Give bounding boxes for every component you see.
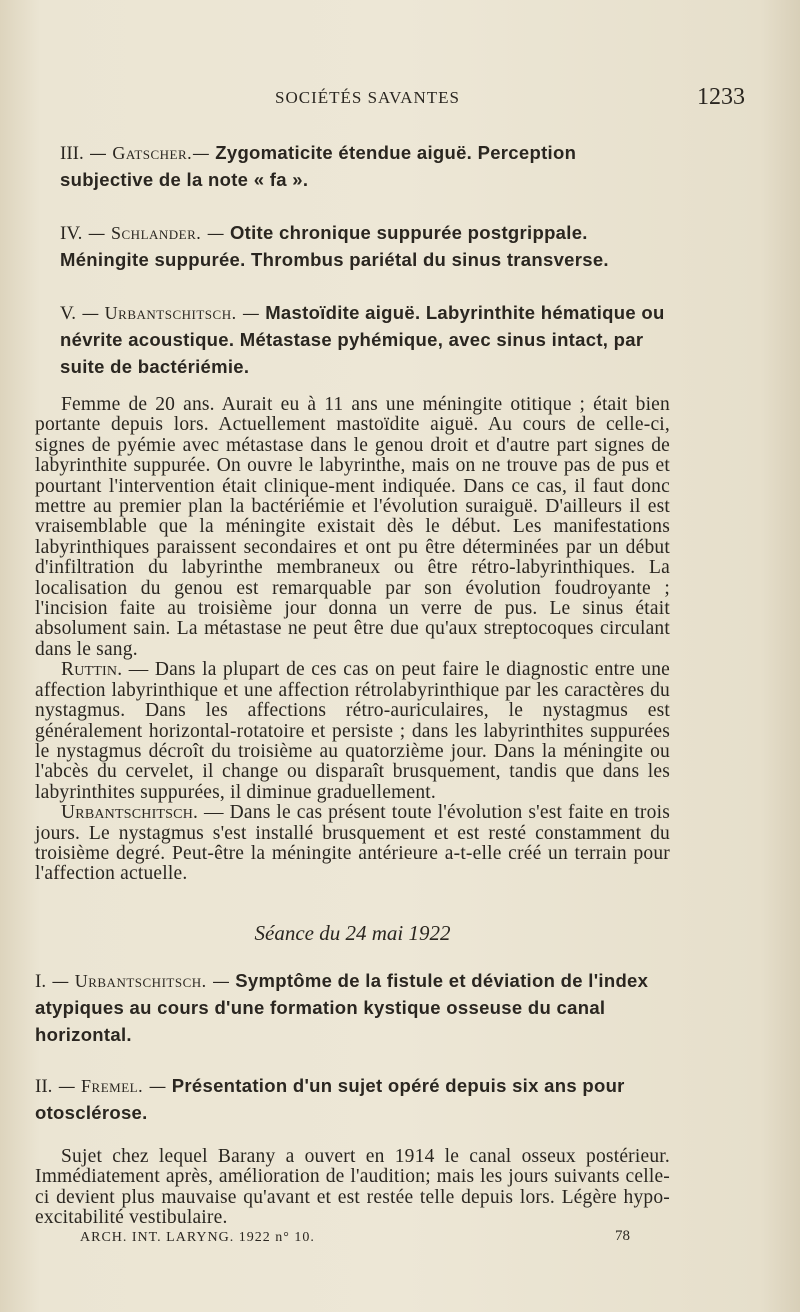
item-number: II. [35, 1075, 53, 1097]
item-title: Mastoïdite aiguë. Labyrinthite hématique ou névrite acoustique. Métastase pyhémique, avec sinus intact, par suite de bactériémie. [60, 302, 665, 377]
discussion-text: — Dans le cas présent toute l'évolution s'est faite en trois jours. Le nystagmus s'est installé brusquement et est resté constamment du troisième degré. Peut-être la méningite antérieure a-t-elle créé un terrain pour l'affection actuelle. [35, 802, 670, 885]
dash: — [236, 304, 266, 324]
item-title: Symptôme de la fistule et déviation de l'index atypiques au cours d'une formation kystique osseuse du canal horizontal. [35, 969, 649, 1045]
item-title: Otite chronique suppurée postgrippale. Méningite suppurée. Thrombus pariétal du sinus transverse. [60, 222, 609, 270]
item-4 [60, 220, 670, 274]
item-session-1 [35, 968, 670, 1049]
signature-number: 78 [615, 1228, 630, 1244]
item-author: Gatscher. [112, 143, 193, 163]
discussant-name: Ruttin. [61, 659, 123, 681]
running-title: SOCIÉTÉS SAVANTES [275, 88, 460, 107]
item-author: Urbantschitsch. [104, 303, 237, 323]
dash: — [201, 224, 230, 244]
dash: — [192, 144, 216, 164]
final-paragraph: Sujet chez lequel Barany a ouvert en 1914 le canal osseux postérieur. Immédiatement après, amélioration de l'audition; mais les jours suivants celle-ci devient plus mauvaise qu'avant et est restée telle depuis lors. Légère hypo-excitabilité vestibulaire. [35, 1145, 670, 1228]
dash: — [143, 1076, 172, 1097]
dash: — [206, 971, 236, 992]
item-session-2 [35, 1073, 670, 1127]
dash: — [82, 224, 111, 244]
item-author: Urbantschitsch. [74, 970, 207, 991]
dash: — [46, 971, 75, 992]
page-header [60, 84, 745, 118]
page-number: 1233 [697, 84, 745, 110]
item-number: III. [60, 143, 84, 164]
discussion-ruttin [35, 660, 670, 803]
item-number: I. [35, 970, 47, 992]
session-heading: Séance du 24 mai 1922 [254, 920, 451, 945]
item-number: IV. [60, 223, 83, 244]
item-author: Schlander. [111, 223, 202, 243]
dash: — [52, 1076, 82, 1097]
item-5 [60, 300, 670, 381]
item-number: V. [60, 303, 77, 324]
item-title: Présentation d'un sujet opéré depuis six ans pour otosclérose. [35, 1074, 625, 1123]
dash: — [76, 304, 105, 324]
page-footer [80, 1230, 630, 1254]
discussant-name: Urbantschitsch. [61, 802, 199, 824]
journal-reference: ARCH. INT. LARYNG. 1922 n° 10. [80, 1230, 315, 1245]
item-3 [60, 140, 670, 194]
discussion-text: — Dans la plupart de ces cas on peut faire le diagnostic entre une affection labyrinthique et une affection rétrolabyrinthique par les caractères du nystagmus. Dans les affections rétro-auriculaires, le nystagmus est généralement horizontal-rotatoire et persiste ; dans les labyrinthites suppurées le nystagmus décroît du troisième au quatorzième jour. Dans la méningite ou l'abcès du cervelet, il change ou disparaît brusquement, tandis que dans les labyrinthites suppurées, il diminue graduellement. [35, 659, 670, 803]
discussion-urbantschitsch [35, 803, 670, 885]
dash: — [83, 144, 113, 164]
item-title: Zygomaticite étendue aiguë. Perception subjective de la note « fa ». [60, 142, 577, 190]
item-author: Fremel. [81, 1075, 144, 1096]
case-paragraph: Femme de 20 ans. Aurait eu à 11 ans une méningite otitique ; était bien portante depuis lors. Actuellement mastoïdite aiguë. Au cours de celle-ci, signes de pyémie avec métastase dans le genou droit et d'autre part signes de labyrinthite suppurée. On ouvre le labyrinthe, mais on ne trouve pas de pus et pourtant l'intervention était clinique-ment indiquée. Dans ce cas, il faut donc mettre au premier plan la bactériémie et l'évolution suraiguë. D'ailleurs il est vraisemblable que la méningite existait dès le début. Les manifestations labyrinthiques paraissent secondaires et ont pu être déterminées par un début d'infiltration du labyrinthe membraneux ou être rétro-labyrinthiques. La localisation du genou est remarquable par son évolution foudroyante ; l'incision faite au troisième jour donna un verre de pus. Le sinus était absolument sain. La métastase ne peut être due qu'aux streptocoques circulant dans le sang. [35, 394, 670, 660]
page-content [35, 140, 670, 1228]
